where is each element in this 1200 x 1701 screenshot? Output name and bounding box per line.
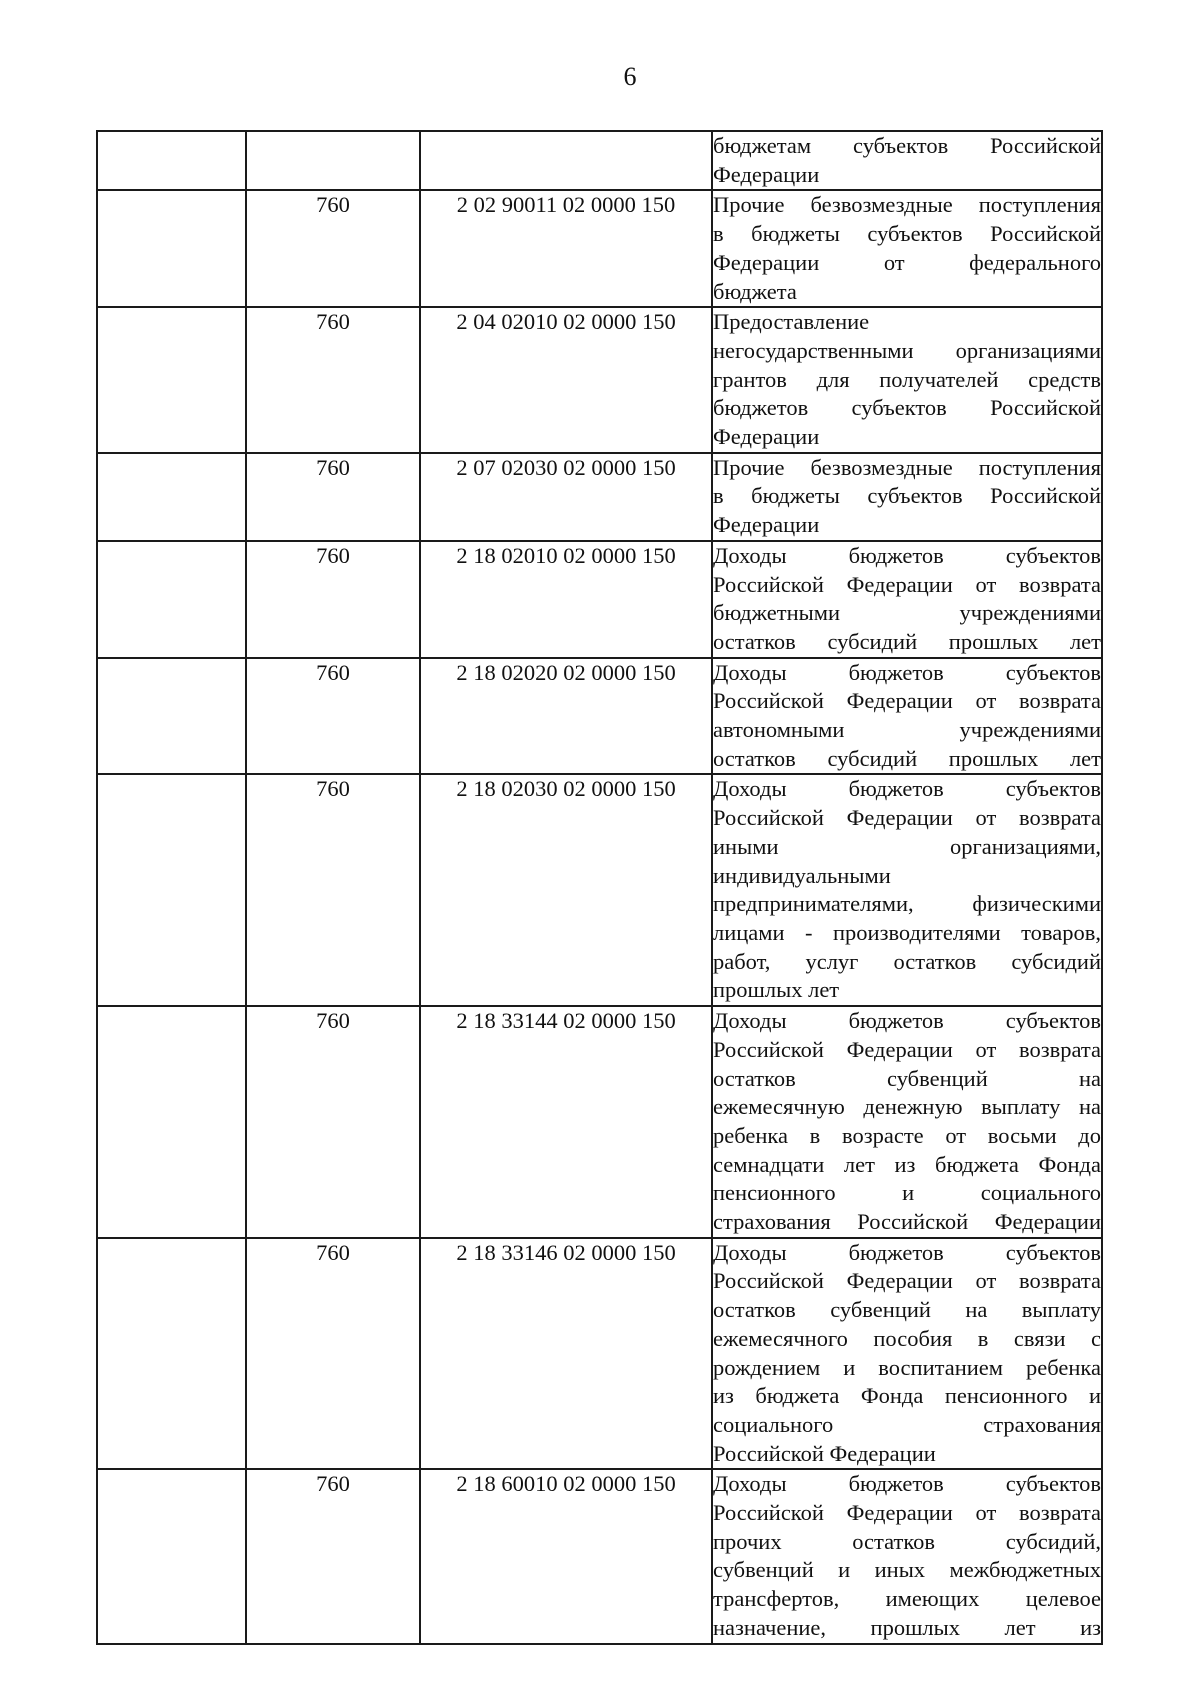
description-line: трансфертов, имеющих целевое (713, 1586, 1101, 1612)
budget-classification-code-cell: 2 18 60010 02 0000 150 (420, 1469, 712, 1643)
description-line: в бюджеты субъектов Российской (713, 483, 1101, 509)
description-line: остатков субвенций на (713, 1065, 1101, 1091)
description-line: Доходы бюджетов субъектов (713, 1008, 1101, 1034)
description-line: остатков субсидий прошлых лет (713, 628, 1101, 654)
budget-classification-code-cell (420, 131, 712, 190)
description-line: прошлых лет (713, 977, 840, 1003)
administrator-code-cell: 760 (246, 190, 420, 307)
budget-codes-table (96, 130, 1103, 1645)
budget-classification-code-cell: 2 07 02030 02 0000 150 (420, 453, 712, 541)
income-description-cell (712, 190, 1102, 307)
budget-classification-code-cell: 2 02 90011 02 0000 150 (420, 190, 712, 307)
administrator-code-cell: 760 (246, 541, 420, 658)
description-line: автономными учреждениями (713, 717, 1101, 743)
description-line: бюджетов субъектов Российской (713, 395, 1101, 421)
description-line: прочих остатков субсидий, (713, 1528, 1101, 1554)
administrator-code-cell: 760 (246, 1469, 420, 1643)
table-row (97, 307, 1102, 453)
description-line: семнадцати лет из бюджета Фонда (713, 1151, 1101, 1177)
income-description-cell (712, 658, 1102, 775)
description-line: Российской Федерации от возврата (713, 1036, 1101, 1062)
empty-cell (97, 658, 246, 775)
income-description-cell (712, 453, 1102, 541)
budget-classification-code-cell: 2 18 02010 02 0000 150 (420, 541, 712, 658)
table-row (97, 1006, 1102, 1238)
description-line: индивидуальными (713, 862, 891, 888)
description-line: остатков субсидий прошлых лет (713, 745, 1101, 771)
table-row (97, 1469, 1102, 1643)
table-row (97, 1238, 1102, 1470)
income-description-cell (712, 541, 1102, 658)
description-line: ежемесячного пособия в связи с (713, 1325, 1101, 1351)
description-line: Российской Федерации (713, 1440, 936, 1466)
income-description-cell (712, 307, 1102, 453)
empty-cell (97, 774, 246, 1006)
administrator-code-cell (246, 131, 420, 190)
description-line: ребенка в возрасте от восьми до (713, 1122, 1101, 1148)
table-body (97, 131, 1102, 1644)
description-line: бюджета (713, 278, 797, 304)
description-line: предпринимателями, физическими (713, 891, 1101, 917)
description-line: из бюджета Фонда пенсионного и (713, 1383, 1101, 1409)
description-line: социального страхования (713, 1411, 1101, 1437)
administrator-code-cell: 760 (246, 453, 420, 541)
budget-classification-code-cell: 2 04 02010 02 0000 150 (420, 307, 712, 453)
description-line: субвенций и иных межбюджетных (713, 1557, 1101, 1583)
description-line: Федерации от федерального (713, 249, 1101, 275)
description-line: пенсионного и социального (713, 1180, 1101, 1206)
administrator-code-cell: 760 (246, 1006, 420, 1238)
administrator-code-cell: 760 (246, 307, 420, 453)
description-line: Доходы бюджетов субъектов (713, 542, 1101, 568)
description-line: Российской Федерации от возврата (713, 1500, 1101, 1526)
table-row (97, 190, 1102, 307)
description-line: Российской Федерации от возврата (713, 805, 1101, 831)
empty-cell (97, 307, 246, 453)
administrator-code-cell: 760 (246, 658, 420, 775)
description-line: Федерации (713, 161, 820, 187)
page-number: 6 (623, 62, 637, 91)
description-line: Российской Федерации от возврата (713, 571, 1101, 597)
empty-cell (97, 1238, 246, 1470)
description-line: Доходы бюджетов субъектов (713, 776, 1101, 802)
budget-classification-code-cell: 2 18 33144 02 0000 150 (420, 1006, 712, 1238)
empty-cell (97, 1469, 246, 1643)
empty-cell (97, 541, 246, 658)
income-description-cell (712, 1238, 1102, 1470)
description-line: работ, услуг остатков субсидий (713, 948, 1101, 974)
empty-cell (97, 131, 246, 190)
empty-cell (97, 190, 246, 307)
description-line: в бюджеты субъектов Российской (713, 221, 1101, 247)
description-line: остатков субвенций на выплату (713, 1297, 1101, 1323)
administrator-code-cell: 760 (246, 1238, 420, 1470)
table-row (97, 658, 1102, 775)
table-row (97, 131, 1102, 190)
budget-classification-code-cell: 2 18 02020 02 0000 150 (420, 658, 712, 775)
description-line: Прочие безвозмездные поступления (713, 192, 1101, 218)
description-line: негосударственными организациями (713, 337, 1101, 363)
description-line: лицами - производителями товаров, (713, 919, 1101, 945)
description-line: Российской Федерации от возврата (713, 1268, 1101, 1294)
table-row (97, 774, 1102, 1006)
description-line: рождением и воспитанием ребенка (713, 1354, 1101, 1380)
description-line: Российской Федерации от возврата (713, 688, 1101, 714)
budget-classification-code-cell: 2 18 02030 02 0000 150 (420, 774, 712, 1006)
description-line: бюджетными учреждениями (713, 600, 1101, 626)
description-line: страхования Российской Федерации (713, 1209, 1101, 1235)
description-line: Доходы бюджетов субъектов (713, 659, 1101, 685)
description-line: Федерации (713, 512, 820, 538)
description-line: иными организациями, (713, 833, 1101, 859)
income-description-cell (712, 1469, 1102, 1643)
administrator-code-cell: 760 (246, 774, 420, 1006)
income-description-cell (712, 131, 1102, 190)
table-row (97, 453, 1102, 541)
budget-classification-code-cell: 2 18 33146 02 0000 150 (420, 1238, 712, 1470)
description-line: бюджетам субъектов Российской (713, 133, 1101, 158)
description-line: Прочие безвозмездные поступления (713, 454, 1101, 480)
income-description-cell (712, 774, 1102, 1006)
description-line: грантов для получателей средств (713, 366, 1101, 392)
description-line: ежемесячную денежную выплату на (713, 1094, 1101, 1120)
empty-cell (97, 1006, 246, 1238)
income-description-cell (712, 1006, 1102, 1238)
empty-cell (97, 453, 246, 541)
description-line: Доходы бюджетов субъектов (713, 1471, 1101, 1497)
description-line: назначение, прошлых лет из (713, 1614, 1101, 1640)
table-row (97, 541, 1102, 658)
description-line: Доходы бюджетов субъектов (713, 1239, 1101, 1265)
description-line: Предоставление (713, 309, 870, 335)
description-line: Федерации (713, 424, 820, 450)
